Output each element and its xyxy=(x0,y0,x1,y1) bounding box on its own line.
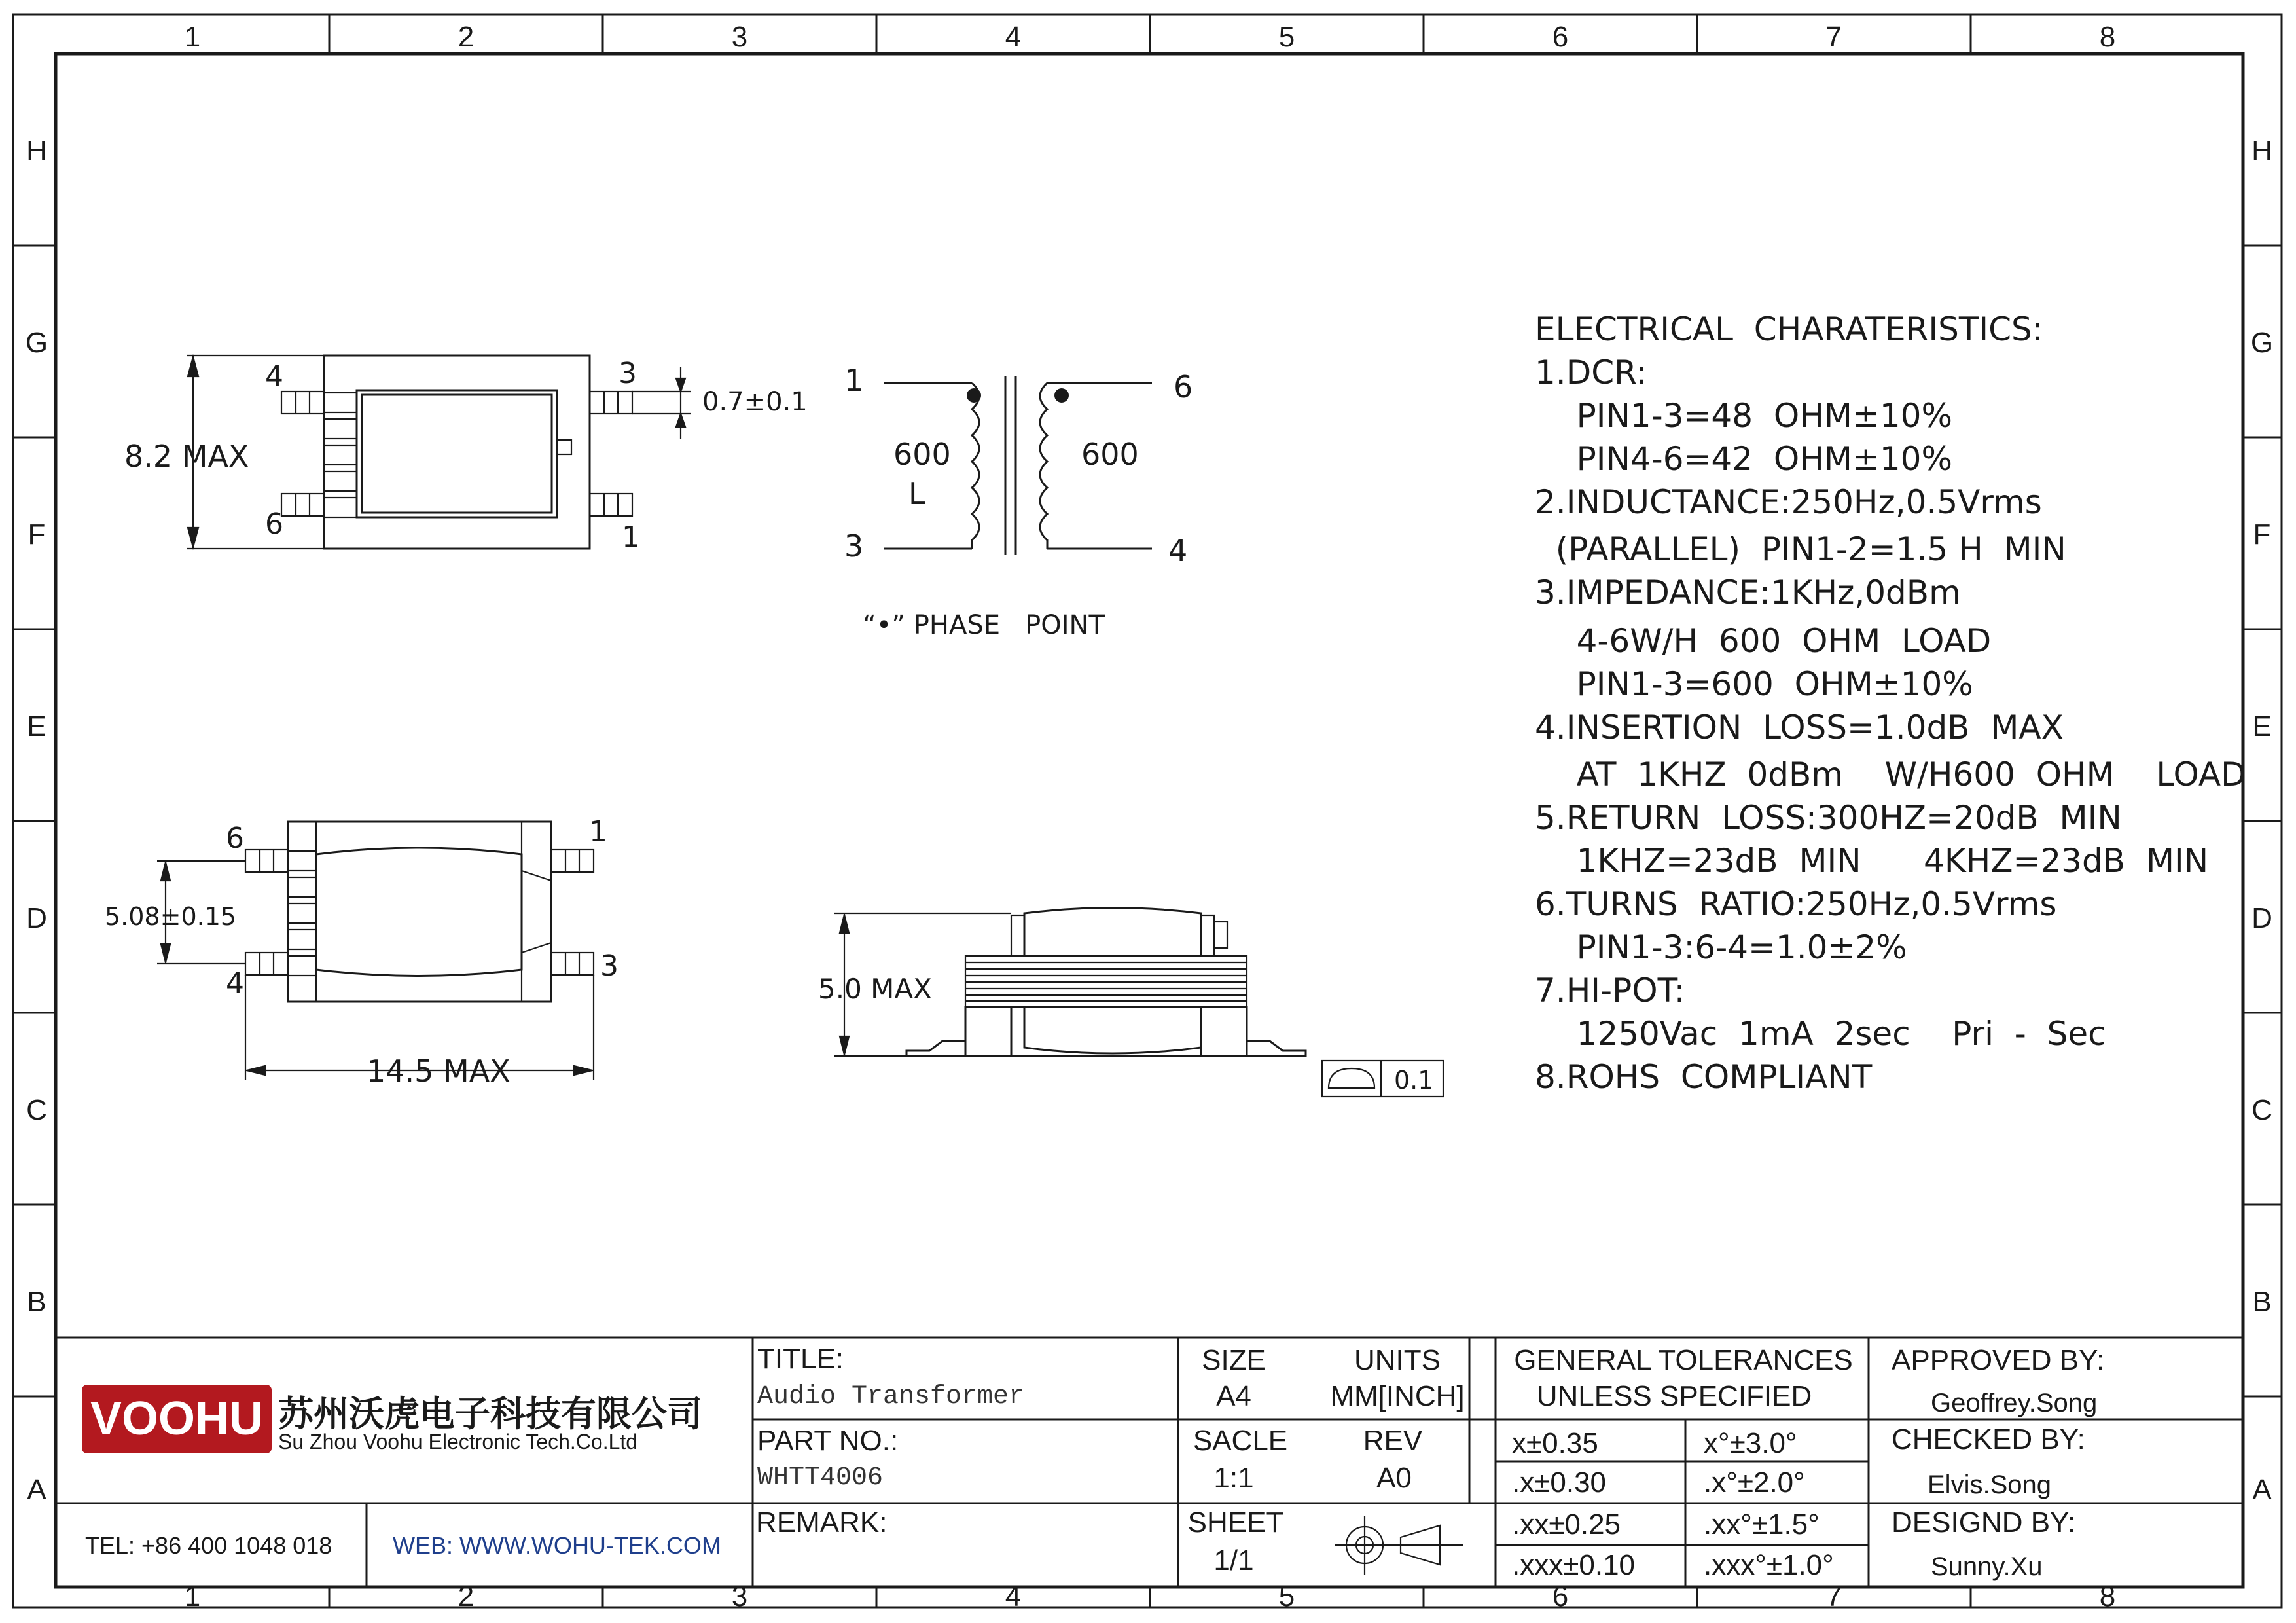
col-label-8-bottom: 8 xyxy=(2099,1580,2116,1613)
sheet-value: 1/1 xyxy=(1213,1544,1254,1577)
col-label-7: 7 xyxy=(1825,21,1842,53)
col-label-8: 8 xyxy=(2099,21,2116,53)
tolerance-angular-0: x°±3.0° xyxy=(1704,1427,1797,1459)
row-label-h: H xyxy=(26,135,47,167)
bottom-view-pin-3: 3 xyxy=(600,949,619,983)
flatness-value: 0.1 xyxy=(1394,1066,1434,1095)
part-no-value: WHTT4006 xyxy=(757,1463,884,1493)
top-view-body xyxy=(324,356,590,549)
electrical-line: 2.INDUCTANCE:250Hz,0.5Vrms xyxy=(1535,483,2042,521)
col-label-4: 4 xyxy=(1005,21,1022,53)
bottom-view-length-dim: 14.5 MAX xyxy=(367,1053,511,1089)
bottom-view-pin-6: 6 xyxy=(226,822,244,855)
side-view-height-dim: 5.0 MAX xyxy=(818,973,932,1005)
designed-by-value: Sunny.Xu xyxy=(1931,1552,2043,1581)
col-label-4-bottom: 4 xyxy=(1005,1580,1022,1613)
electrical-line: 4.INSERTION LOSS=1.0dB MAX xyxy=(1535,708,2064,746)
sheet-label: SHEET xyxy=(1187,1506,1284,1539)
row-label-b-right: B xyxy=(2252,1286,2272,1318)
part-no-label: PART NO.: xyxy=(757,1425,899,1457)
top-view-height-dim: 8.2 MAX xyxy=(124,439,249,474)
electrical-line: 5.RETURN LOSS:300HZ=20dB MIN xyxy=(1535,799,2122,837)
company-name-cn: 苏州沃虎电子科技有限公司 xyxy=(278,1393,702,1434)
electrical-line: 4-6W/H 600 OHM LOAD xyxy=(1535,622,1992,660)
col-label-3: 3 xyxy=(731,21,748,53)
electrical-line: AT 1KHZ 0dBm W/H600 OHM LOAD xyxy=(1535,756,2246,793)
primary-turns: 600 xyxy=(893,437,951,472)
scale-value: 1:1 xyxy=(1213,1462,1254,1494)
company-logo xyxy=(82,1385,272,1453)
row-label-a: A xyxy=(27,1474,46,1506)
top-view xyxy=(124,356,808,554)
side-view-bottom-winding xyxy=(1024,1007,1201,1053)
col-label-1-bottom: 1 xyxy=(184,1580,201,1613)
row-label-e: E xyxy=(27,710,46,742)
col-label-2-bottom: 2 xyxy=(457,1580,475,1613)
row-label-b: B xyxy=(27,1286,46,1318)
col-label-1: 1 xyxy=(184,21,201,53)
phase-dot-secondary xyxy=(1054,388,1069,403)
row-label-e-right: E xyxy=(2252,710,2272,742)
flatness-frame xyxy=(1322,1061,1443,1097)
electrical-heading: ELECTRICAL CHARATERISTICS: xyxy=(1535,310,2043,348)
secondary-winding xyxy=(1040,383,1047,549)
row-label-a-right: A xyxy=(2252,1474,2272,1506)
units-value: MM[INCH] xyxy=(1330,1380,1465,1412)
electrical-line: 7.HI-POT: xyxy=(1535,972,1685,1010)
tolerance-linear-3: .xxx±0.10 xyxy=(1512,1549,1636,1581)
title-block xyxy=(56,1338,2243,1587)
logo-wordmark: VOOHU xyxy=(90,1393,264,1445)
size-label: SIZE xyxy=(1202,1344,1266,1376)
top-view-pin-dim: 0.7±0.1 xyxy=(702,387,808,417)
phase-point-legend: “•” PHASE POINT xyxy=(863,610,1105,640)
top-view-pin-6: 6 xyxy=(265,507,283,541)
electrical-line: 6.TURNS RATIO:250Hz,0.5Vrms xyxy=(1535,885,2057,923)
approved-by-label: APPROVED BY: xyxy=(1892,1344,2105,1376)
col-label-3-bottom: 3 xyxy=(731,1580,748,1613)
row-label-f-right: F xyxy=(2253,519,2271,551)
checked-by-value: Elvis.Song xyxy=(1928,1470,2051,1499)
electrical-notes xyxy=(1535,310,2246,1096)
col-label-2: 2 xyxy=(457,21,475,53)
bottom-view-pin-4: 4 xyxy=(226,967,244,1000)
row-label-g: G xyxy=(25,327,48,359)
col-label-7-bottom: 7 xyxy=(1825,1580,1842,1613)
tolerance-linear-2: .xx±0.25 xyxy=(1512,1508,1621,1541)
electrical-line: 1250Vac 1mA 2sec Pri - Sec xyxy=(1535,1015,2106,1053)
approved-by-value: Geoffrey.Song xyxy=(1931,1389,2098,1417)
top-view-core xyxy=(357,390,557,517)
tolerance-linear-1: .x±0.30 xyxy=(1512,1467,1607,1499)
phase-dot-primary xyxy=(967,388,981,403)
bottom-view-pin-1: 1 xyxy=(589,815,607,848)
top-view-pin-1: 1 xyxy=(622,520,640,554)
electrical-line: PIN1-3:6-4=1.0±2% xyxy=(1535,928,1907,966)
title-value: Audio Transformer xyxy=(757,1382,1025,1412)
col-label-5: 5 xyxy=(1278,21,1295,53)
flatness-icon xyxy=(1329,1068,1374,1088)
row-label-d-right: D xyxy=(2251,902,2272,934)
title-label: TITLE: xyxy=(757,1343,844,1375)
checked-by-label: CHECKED BY: xyxy=(1892,1423,2085,1455)
primary-inductance-label: L xyxy=(908,476,925,511)
row-label-c-right: C xyxy=(2251,1094,2272,1126)
remark-label: REMARK: xyxy=(756,1506,888,1539)
rev-label: REV xyxy=(1363,1425,1423,1457)
side-view-top-winding xyxy=(1024,908,1201,957)
company-name-en: Su Zhou Voohu Electronic Tech.Co.Ltd xyxy=(278,1430,638,1453)
top-view-polarity-tab xyxy=(557,440,571,454)
schematic-pin-1: 1 xyxy=(844,363,864,398)
tel-number: TEL: +86 400 1048 018 xyxy=(85,1532,332,1559)
third-angle-projection-icon xyxy=(1335,1516,1463,1575)
rev-value: A0 xyxy=(1376,1462,1412,1494)
tolerance-angular-1: .x°±2.0° xyxy=(1704,1467,1805,1499)
schematic xyxy=(844,363,1193,640)
top-view-pin-3: 3 xyxy=(619,357,637,390)
size-value: A4 xyxy=(1216,1380,1251,1412)
top-view-pin-4: 4 xyxy=(265,360,283,393)
schematic-pin-4: 4 xyxy=(1168,533,1188,568)
row-label-d: D xyxy=(26,902,47,934)
web-link[interactable]: WEB: WWW.WOHU-TEK.COM xyxy=(393,1532,721,1559)
electrical-line: PIN1-3=48 OHM±10% xyxy=(1535,397,1952,435)
units-label: UNITS xyxy=(1354,1344,1441,1376)
row-label-c: C xyxy=(26,1094,47,1126)
col-label-6: 6 xyxy=(1552,21,1569,53)
electrical-line: (PARALLEL) PIN1-2=1.5 H MIN xyxy=(1535,530,2066,568)
top-view-hatch xyxy=(362,395,552,513)
electrical-line: PIN1-3=600 OHM±10% xyxy=(1535,665,1973,703)
tolerance-heading-2: UNLESS SPECIFIED xyxy=(1536,1380,1812,1412)
col-label-6-bottom: 6 xyxy=(1552,1580,1569,1613)
row-label-f: F xyxy=(27,519,46,551)
schematic-pin-3: 3 xyxy=(844,528,864,564)
scale-label: SACLE xyxy=(1193,1425,1288,1457)
electrical-line: 8.ROHS COMPLIANT xyxy=(1535,1058,1873,1096)
side-view xyxy=(818,908,1443,1097)
designed-by-label: DESIGND BY: xyxy=(1892,1506,2076,1539)
row-label-h-right: H xyxy=(2251,135,2272,167)
secondary-turns: 600 xyxy=(1081,437,1139,472)
side-view-laminations xyxy=(965,956,1247,1007)
tolerance-linear-0: x±0.35 xyxy=(1512,1427,1598,1459)
row-label-g-right: G xyxy=(2250,327,2274,359)
col-label-5-bottom: 5 xyxy=(1278,1580,1295,1613)
electrical-line: PIN4-6=42 OHM±10% xyxy=(1535,440,1952,478)
tolerance-heading-1: GENERAL TOLERANCES xyxy=(1514,1344,1853,1376)
electrical-line: 1.DCR: xyxy=(1535,354,1647,392)
bottom-view xyxy=(105,815,619,1089)
bottom-view-winding xyxy=(316,848,522,976)
electrical-line: 1KHZ=23dB MIN 4KHZ=23dB MIN xyxy=(1535,842,2209,880)
bottom-view-pitch-dim: 5.08±0.15 xyxy=(105,902,237,931)
tolerance-angular-3: .xxx°±1.0° xyxy=(1704,1549,1834,1581)
primary-winding xyxy=(972,383,979,549)
schematic-pin-6: 6 xyxy=(1174,369,1193,405)
tolerance-angular-2: .xx°±1.5° xyxy=(1704,1508,1820,1541)
electrical-line: 3.IMPEDANCE:1KHz,0dBm xyxy=(1535,574,1961,611)
